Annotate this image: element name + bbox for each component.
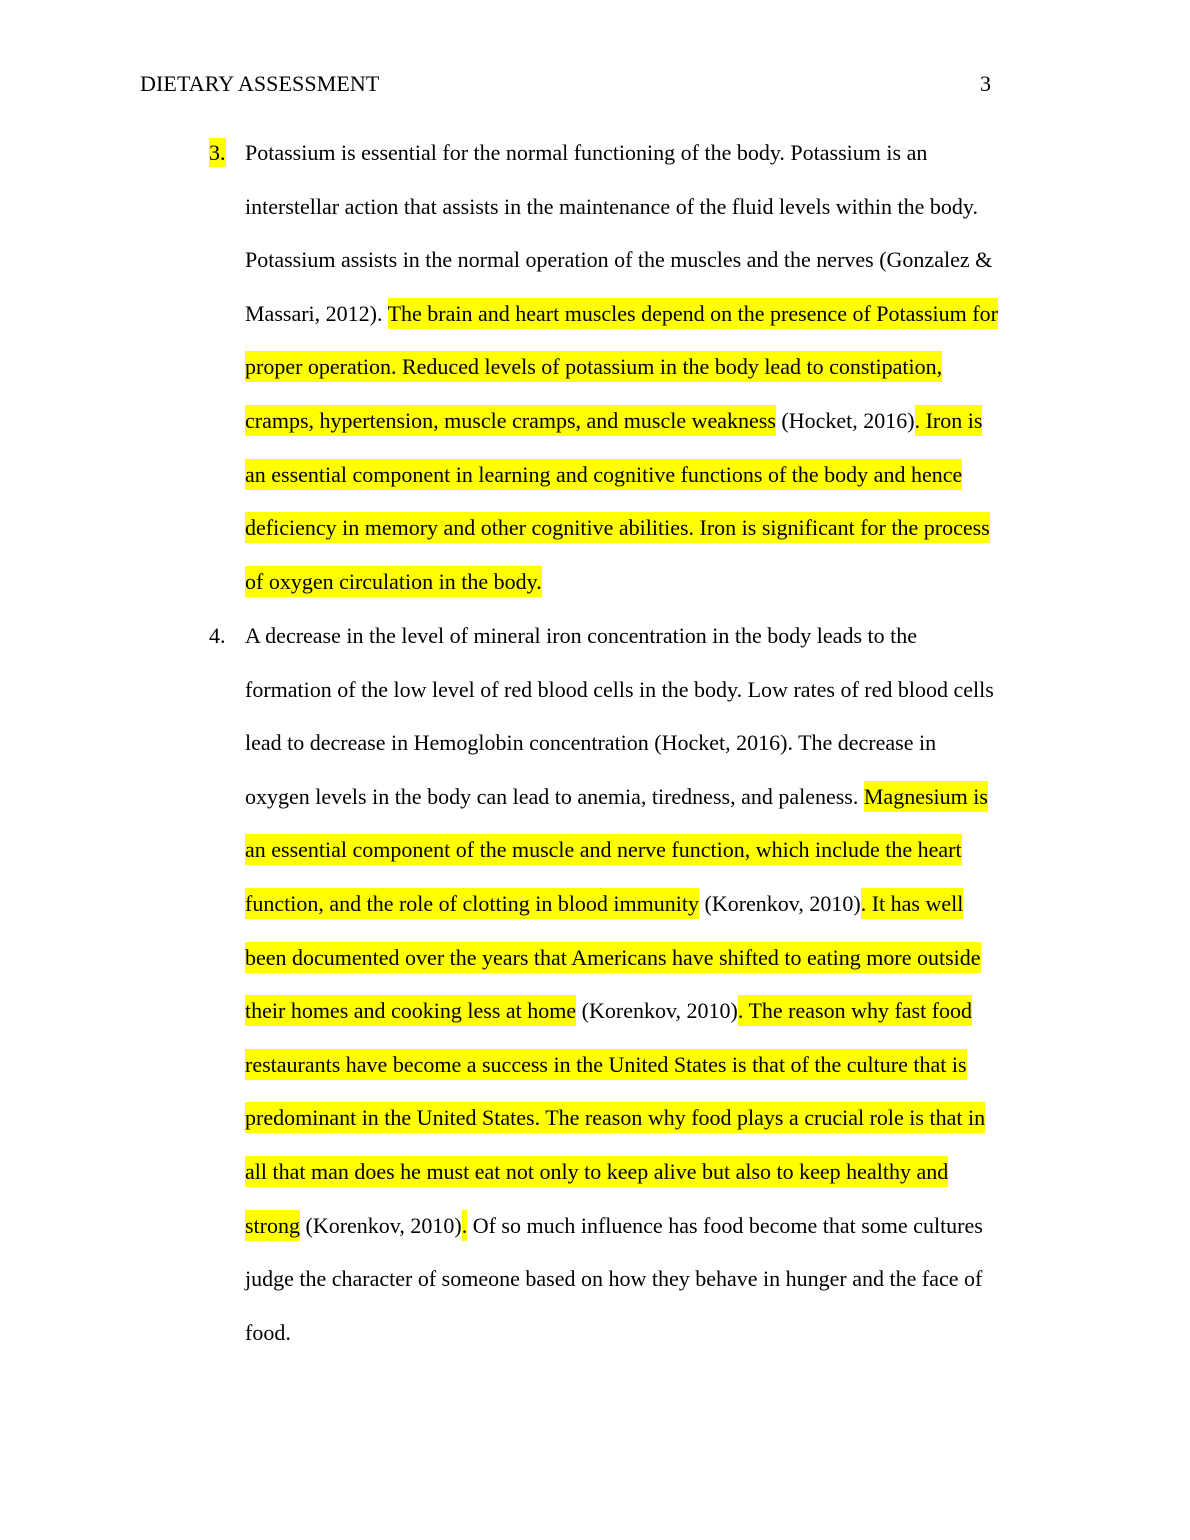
text-line bbox=[245, 716, 1045, 770]
text-line bbox=[245, 287, 1045, 341]
text-line bbox=[245, 770, 1045, 824]
plain-text: Of so much influence has food become that some cultures bbox=[467, 1212, 983, 1238]
plain-text: Potassium is essential for the normal functioning of the body. Potassium is an bbox=[245, 140, 928, 165]
text-line bbox=[245, 1145, 1045, 1199]
plain-text: Massari, 2012). bbox=[245, 300, 388, 326]
text-line bbox=[245, 555, 1045, 609]
text-line bbox=[245, 1091, 1045, 1145]
highlighted-text: . The reason why fast food bbox=[738, 995, 972, 1026]
text-line bbox=[245, 394, 1045, 448]
list-item-number: 3. bbox=[209, 140, 226, 165]
text-line bbox=[245, 609, 1045, 663]
highlighted-text: been documented over the years that Americans have shifted to eating more outside bbox=[245, 942, 981, 973]
plain-text: judge the character of someone based on how they behave in hunger and the face of bbox=[245, 1266, 983, 1292]
plain-text: (Korenkov, 2010) bbox=[699, 890, 861, 916]
plain-text: A decrease in the level of mineral iron concentration in the body leads to the bbox=[245, 623, 917, 648]
text-line bbox=[245, 340, 1045, 394]
plain-text: lead to decrease in Hemoglobin concentration (Hocket, 2016). The decrease in bbox=[245, 730, 937, 756]
plain-text: formation of the low level of red blood cells in the body. Low rates of red blood cells bbox=[245, 676, 994, 702]
plain-text: Potassium assists in the normal operation of the muscles and the nerves (Gonzalez & bbox=[245, 247, 993, 273]
list-item-paragraph bbox=[245, 609, 1045, 1359]
text-line bbox=[245, 233, 1045, 287]
text-line bbox=[245, 663, 1045, 717]
text-line bbox=[245, 126, 1045, 180]
plain-text: interstellar action that assists in the maintenance of the fluid levels within the body. bbox=[245, 193, 978, 219]
list-item-number: 4. bbox=[209, 623, 226, 648]
list-item-paragraph bbox=[245, 126, 1045, 608]
text-line bbox=[245, 931, 1045, 985]
highlighted-text: proper operation. Reduced levels of potassium in the body lead to constipation, bbox=[245, 351, 942, 382]
highlighted-text: . bbox=[462, 1210, 468, 1241]
highlighted-text: their homes and cooking less at home bbox=[245, 995, 576, 1026]
text-line bbox=[245, 984, 1045, 1038]
highlighted-text: Magnesium is bbox=[864, 781, 988, 812]
highlighted-text: deficiency in memory and other cognitive abilities. Iron is significant for the process bbox=[245, 512, 990, 543]
text-line bbox=[245, 1038, 1045, 1092]
text-line bbox=[245, 448, 1045, 502]
plain-text: (Hocket, 2016) bbox=[775, 407, 915, 433]
text-line bbox=[245, 823, 1045, 877]
plain-text: (Korenkov, 2010) bbox=[576, 998, 738, 1024]
page-number: 3 bbox=[980, 71, 991, 96]
highlighted-text: cramps, hypertension, muscle cramps, and muscle weakness bbox=[245, 405, 776, 436]
text-line bbox=[245, 877, 1045, 931]
text-line bbox=[245, 1252, 1045, 1306]
highlighted-text: . Iron is bbox=[915, 405, 983, 436]
highlighted-text: predominant in the United States. The reason why food plays a crucial role is that in bbox=[245, 1102, 985, 1133]
running-head: DIETARY ASSESSMENT bbox=[140, 71, 380, 96]
highlighted-text: of oxygen circulation in the body. bbox=[245, 566, 542, 597]
highlighted-text: all that man does he must eat not only to keep alive but also to keep healthy and bbox=[245, 1156, 948, 1187]
highlighted-text: . It has well bbox=[861, 888, 964, 919]
text-line bbox=[245, 501, 1045, 555]
text-line bbox=[245, 180, 1045, 234]
highlighted-text: an essential component of the muscle and nerve function, which include the heart bbox=[245, 834, 962, 865]
highlighted-text: strong bbox=[245, 1210, 300, 1241]
highlighted-text: an essential component in learning and cognitive functions of the body and hence bbox=[245, 459, 962, 490]
highlighted-text: function, and the role of clotting in blood immunity bbox=[245, 888, 699, 919]
highlighted-text: The brain and heart muscles depend on the presence of Potassium for bbox=[388, 298, 998, 329]
plain-text: food. bbox=[245, 1319, 291, 1345]
text-line bbox=[245, 1199, 1045, 1253]
highlighted-text: restaurants have become a success in the United States is that of the culture that is bbox=[245, 1049, 967, 1080]
plain-text: oxygen levels in the body can lead to anemia, tiredness, and paleness. bbox=[245, 783, 864, 809]
plain-text: (Korenkov, 2010) bbox=[300, 1212, 462, 1238]
text-line bbox=[245, 1306, 1045, 1360]
